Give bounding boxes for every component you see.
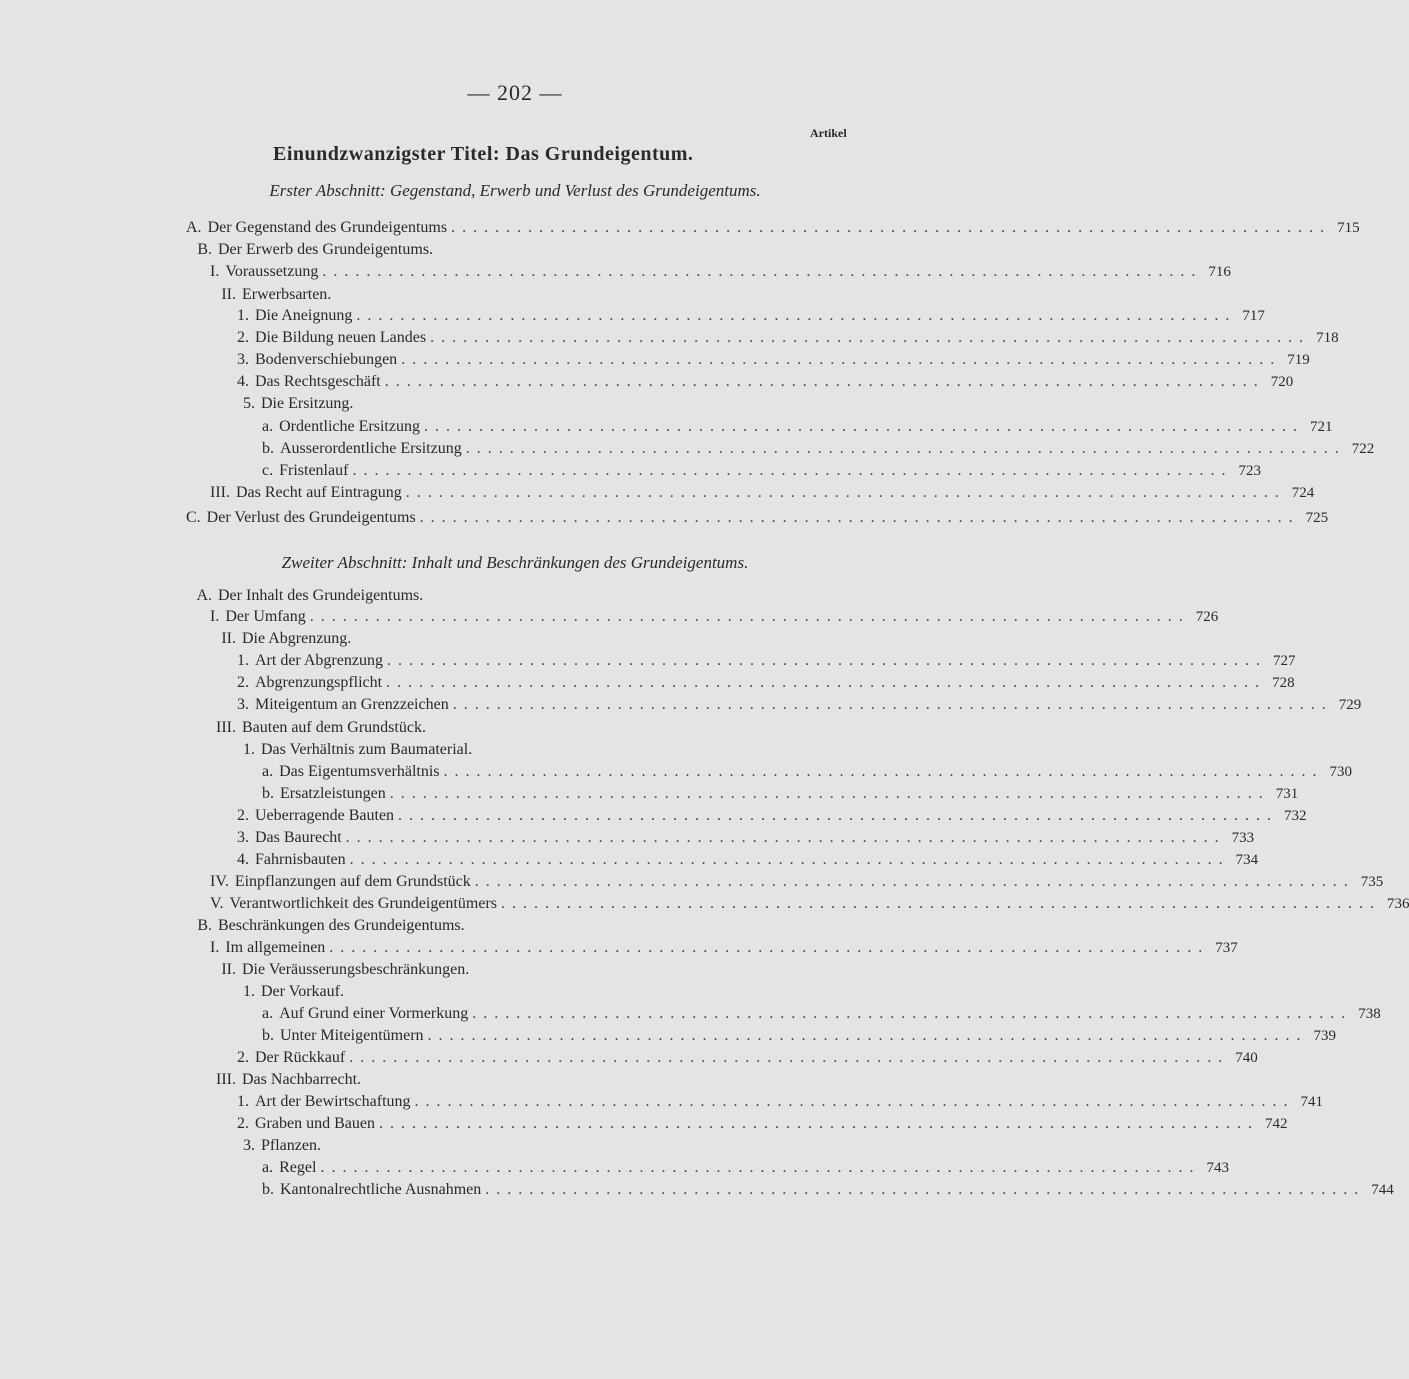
dot-leader: ................................................................................ <box>465 440 1346 457</box>
toc-entry-label: Das Verhältnis zum Baumaterial. <box>261 741 473 758</box>
toc-entry <box>237 371 1294 393</box>
toc-entry-label: Auf Grund einer Vormerkung <box>279 1005 469 1022</box>
toc-entry-label: Das Nachbarrecht. <box>242 1071 362 1088</box>
toc-entry <box>210 261 1231 283</box>
toc-entry-label: Die Aneignung <box>255 307 353 324</box>
toc-entry-number: A. <box>186 219 202 236</box>
toc-entry <box>237 672 1295 694</box>
toc-entry-article: 729 <box>1338 697 1362 713</box>
toc-entry <box>237 393 353 415</box>
toc-entry-number: C. <box>186 509 201 526</box>
toc-entry-article: 734 <box>1235 852 1259 868</box>
toc-entry-label: Graben und Bauen <box>255 1115 375 1132</box>
toc-entry <box>237 1091 1324 1113</box>
toc-entry-label: Voraussetzung <box>225 263 319 280</box>
toc-entry-article: 721 <box>1309 419 1333 435</box>
toc-entry <box>210 628 351 650</box>
dot-leader: ................................................................................ <box>378 1115 1259 1132</box>
toc-entry-article: 739 <box>1313 1028 1337 1044</box>
toc-entry-number: a. <box>262 1159 274 1176</box>
toc-entry-number: II. <box>221 961 236 978</box>
dot-leader: ................................................................................ <box>309 608 1190 625</box>
toc-entry <box>186 239 433 261</box>
toc-entry-number: II. <box>221 630 236 647</box>
toc-entry-article: 727 <box>1272 653 1296 669</box>
toc-entry-label: Das Eigentumsverhältnis <box>279 763 440 780</box>
toc-entry-number: c. <box>262 462 274 479</box>
toc-entry-article: 735 <box>1360 874 1384 890</box>
dot-leader: ................................................................................ <box>349 851 1230 868</box>
section-heading-2: Zweiter Abschnitt: Inhalt und Beschränkungen des Grundeigentums. <box>281 553 749 572</box>
toc-entry-number: b. <box>262 1181 274 1198</box>
toc-entry-label: Unter Miteigentümern <box>280 1027 424 1044</box>
toc-entry-number: 3. <box>237 351 249 368</box>
toc-entry-number: IV. <box>210 873 229 890</box>
toc-entry-article: 731 <box>1275 786 1299 802</box>
toc-entry <box>237 1135 321 1157</box>
toc-entry-label: Abgrenzungspflicht <box>255 674 383 691</box>
toc-entry-article: 722 <box>1351 441 1375 457</box>
toc-entry-article: 715 <box>1337 220 1360 236</box>
toc-entry <box>210 482 1315 504</box>
toc-entry <box>262 1157 1229 1179</box>
toc-entry-article: 728 <box>1272 675 1295 691</box>
toc-entry-number: I. <box>210 263 220 280</box>
toc-entry-label: Im allgemeinen <box>225 939 326 956</box>
toc-entry-number: 4. <box>237 851 249 868</box>
toc-entry-number: B. <box>197 917 212 934</box>
dot-leader: ................................................................................ <box>452 696 1333 713</box>
toc-entry-number: a. <box>262 1005 274 1022</box>
toc-entry-article: 732 <box>1284 808 1307 824</box>
toc-entry-number: 2. <box>237 329 249 346</box>
toc-entry-label: Miteigentum an Grenzzeichen <box>255 696 449 713</box>
toc-entry-label: Der Erwerb des Grundeigentums. <box>218 241 434 258</box>
toc-entry-label: Die Veräusserungsbeschränkungen. <box>242 961 470 978</box>
dot-leader: ................................................................................ <box>419 509 1300 526</box>
section-heading-1: Erster Abschnitt: Gegenstand, Erwerb und Verlust des Grundeigentums. <box>269 181 761 200</box>
toc-entry <box>237 981 344 1003</box>
toc-entry <box>262 761 1353 783</box>
dot-leader: ................................................................................ <box>398 807 1279 824</box>
toc-entry-number: 3. <box>237 829 249 846</box>
dot-leader: ................................................................................ <box>352 462 1233 479</box>
toc-entry-number: 4. <box>237 373 249 390</box>
toc-entry-article: 723 <box>1238 463 1261 479</box>
toc-entry <box>237 327 1339 349</box>
toc-entry <box>210 959 469 981</box>
toc-entry-number: b. <box>262 785 274 802</box>
toc-entry-label: Ausserordentliche Ersitzung <box>280 440 462 457</box>
toc-entry-article: 717 <box>1242 308 1265 324</box>
toc-entry-label: Die Bildung neuen Landes <box>255 329 427 346</box>
dot-leader: ................................................................................ <box>329 939 1210 956</box>
dot-leader: ................................................................................ <box>320 1159 1201 1176</box>
toc-entry-number: II. <box>221 286 236 303</box>
dot-leader: ................................................................................ <box>443 763 1324 780</box>
toc-entry <box>210 717 426 739</box>
toc-entry <box>237 849 1259 871</box>
toc-entry <box>237 650 1296 672</box>
toc-entry-number: 3. <box>237 696 249 713</box>
dot-leader: ................................................................................ <box>384 373 1265 390</box>
toc-entry-label: Der Rückkauf <box>255 1049 346 1066</box>
toc-entry <box>237 694 1362 716</box>
toc-entry <box>262 460 1261 482</box>
toc-entry-label: Art der Bewirtschaftung <box>255 1093 411 1110</box>
toc-entry-number: 1. <box>243 741 255 758</box>
toc-entry-number: 5. <box>243 395 255 412</box>
toc-entry-article: 718 <box>1316 330 1339 346</box>
toc-entry-number: 3. <box>243 1137 255 1154</box>
toc-entry-label: Bauten auf dem Grundstück. <box>242 719 426 736</box>
toc-entry-article: 736 <box>1386 896 1409 912</box>
toc-entry-label: Der Inhalt des Grundeigentums. <box>218 587 424 604</box>
toc-entry <box>186 507 1329 529</box>
toc-entry-label: Das Rechtsgeschäft <box>255 373 381 390</box>
toc-entry <box>237 305 1265 327</box>
page-title: Einundzwanzigster Titel: Das Grundeigentum. <box>273 143 694 165</box>
toc-entry-number: 2. <box>237 1049 249 1066</box>
toc-entry-number: A. <box>196 587 212 604</box>
dot-leader: ................................................................................ <box>430 329 1311 346</box>
toc-entry <box>262 438 1375 460</box>
toc-entry-article: 719 <box>1287 352 1310 368</box>
page-number: — 202 — <box>467 80 563 105</box>
toc-entry-number: b. <box>262 1027 274 1044</box>
toc-entry-article: 720 <box>1270 374 1294 390</box>
toc-entry-number: III. <box>216 1071 236 1088</box>
dot-leader: ................................................................................ <box>405 484 1286 501</box>
column-label-artikel: Artikel <box>810 126 847 140</box>
dot-leader: ................................................................................ <box>485 1181 1366 1198</box>
toc-entry-article: 716 <box>1208 264 1231 280</box>
dot-leader: ................................................................................ <box>472 1005 1353 1022</box>
toc-entry-article: 738 <box>1358 1006 1381 1022</box>
dot-leader: ................................................................................ <box>322 263 1203 280</box>
toc-entry-label: Beschränkungen des Grundeigentums. <box>218 917 465 934</box>
toc-entry-label: Der Gegenstand des Grundeigentums <box>207 219 448 236</box>
toc-entry-number: 2. <box>237 674 249 691</box>
toc-entry-label: Regel <box>279 1159 317 1176</box>
dot-leader: ................................................................................ <box>423 418 1304 435</box>
toc-entry <box>237 739 472 761</box>
toc-entry <box>210 893 1409 915</box>
dot-leader: ................................................................................ <box>389 785 1270 802</box>
toc-entry-label: Erwerbsarten. <box>242 286 332 303</box>
toc-entry-article: 742 <box>1264 1116 1288 1132</box>
toc-entry-label: Fahrnisbauten <box>255 851 346 868</box>
toc-entry-number: V. <box>210 895 224 912</box>
dot-leader: ................................................................................ <box>356 307 1237 324</box>
toc-entry <box>210 284 331 306</box>
toc-entry <box>237 349 1310 371</box>
toc-entry-article: 743 <box>1206 1160 1229 1176</box>
toc-entry-number: B. <box>197 241 212 258</box>
toc-entry-label: Art der Abgrenzung <box>255 652 383 669</box>
toc-entry-number: a. <box>262 418 274 435</box>
dot-leader: ................................................................................ <box>500 895 1381 912</box>
toc-entry <box>186 585 423 607</box>
toc-entry-article: 737 <box>1215 940 1238 956</box>
toc-entry <box>186 217 1360 239</box>
dot-leader: ................................................................................ <box>401 351 1282 368</box>
dot-leader: ................................................................................ <box>474 873 1355 890</box>
toc-entry-label: Verantwortlichkeit des Grundeigentümers <box>229 895 497 912</box>
toc-entry-article: 741 <box>1300 1094 1324 1110</box>
toc-entry-number: 2. <box>237 1115 249 1132</box>
toc-entry-label: Das Baurecht <box>255 829 342 846</box>
toc-entry-label: Ersatzleistungen <box>280 785 386 802</box>
toc-entry-number: III. <box>210 484 230 501</box>
dot-leader: ................................................................................ <box>349 1049 1230 1066</box>
toc-entry-label: Ueberragende Bauten <box>255 807 395 824</box>
toc-entry-number: 1. <box>237 307 249 324</box>
toc-entry-label: Das Recht auf Eintragung <box>235 484 402 501</box>
dot-leader: ................................................................................ <box>345 829 1226 846</box>
dot-leader: ................................................................................ <box>386 674 1267 691</box>
toc-entry <box>237 1047 1258 1069</box>
toc-entry <box>237 1113 1288 1135</box>
toc-entry <box>262 1025 1337 1047</box>
toc-entry <box>210 871 1384 893</box>
toc-entry-number: 1. <box>237 1093 249 1110</box>
toc-entry-label: Pflanzen. <box>261 1137 321 1154</box>
toc-entry-article: 726 <box>1195 609 1219 625</box>
toc-entry-label: Ordentliche Ersitzung <box>279 418 420 435</box>
dot-leader: ................................................................................ <box>427 1027 1308 1044</box>
toc-entry-article: 730 <box>1329 764 1353 780</box>
toc-entry-number: 1. <box>243 983 255 1000</box>
toc-entry-label: Kantonalrechtliche Ausnahmen <box>280 1181 482 1198</box>
toc-entry <box>237 827 1255 849</box>
toc-entry <box>262 1003 1381 1025</box>
toc-entry-article: 725 <box>1305 510 1329 526</box>
toc-entry <box>262 1179 1394 1201</box>
toc-entry-label: Die Abgrenzung. <box>242 630 352 647</box>
dot-leader: ................................................................................ <box>414 1093 1295 1110</box>
toc-entry <box>262 416 1333 438</box>
toc-entry <box>186 915 465 937</box>
toc-entry <box>237 805 1307 827</box>
toc-entry-article: 724 <box>1291 485 1315 501</box>
toc-entry-label: Die Ersitzung. <box>261 395 354 412</box>
toc-entry-label: Der Vorkauf. <box>261 983 344 1000</box>
toc-entry-article: 744 <box>1371 1182 1394 1198</box>
toc-entry <box>210 937 1238 959</box>
toc-entry-label: Fristenlauf <box>279 462 349 479</box>
toc-entry-number: 1. <box>237 652 249 669</box>
toc-entry-number: III. <box>216 719 236 736</box>
toc-entry-label: Der Umfang <box>225 608 306 625</box>
toc-entry-label: Bodenverschiebungen <box>255 351 398 368</box>
toc-entry-number: 2. <box>237 807 249 824</box>
dot-leader: ................................................................................ <box>386 652 1267 669</box>
toc-entry-number: I. <box>210 608 220 625</box>
toc-entry-article: 733 <box>1231 830 1255 846</box>
toc-entry-number: I. <box>210 939 220 956</box>
dot-leader: ................................................................................ <box>451 219 1332 236</box>
toc-entry <box>210 1069 361 1091</box>
toc-entry-number: b. <box>262 440 274 457</box>
toc-entry-number: a. <box>262 763 274 780</box>
toc-entry <box>210 606 1219 628</box>
toc-entry <box>262 783 1299 805</box>
toc-entry-label: Einpflanzungen auf dem Grundstück <box>234 873 471 890</box>
toc-entry-label: Der Verlust des Grundeigentums <box>206 509 416 526</box>
toc-entry-article: 740 <box>1235 1050 1258 1066</box>
